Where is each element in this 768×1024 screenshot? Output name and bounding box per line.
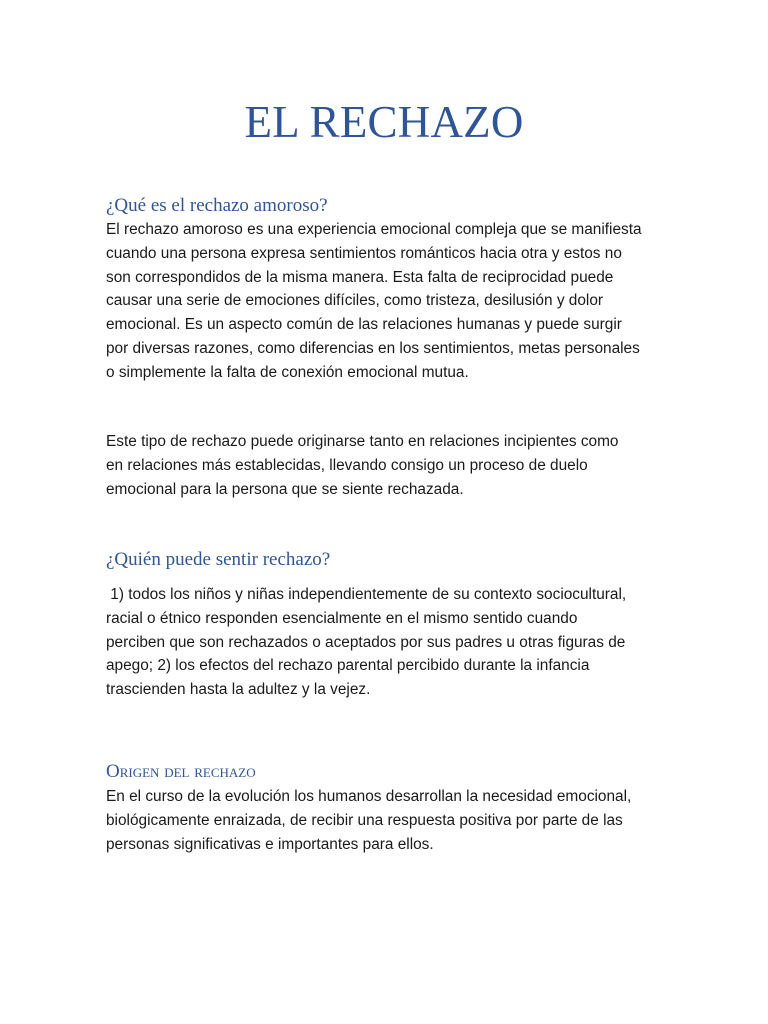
paragraph-line: perciben que son rechazados o aceptados por sus padres u otras figuras de xyxy=(106,633,626,651)
paragraph-line: En el curso de la evolución los humanos desarrollan la necesidad emocional, xyxy=(106,788,632,805)
paragraph-line: emocional para la persona que se siente rechazada. xyxy=(106,480,464,498)
paragraph-line: causar una serie de emociones difíciles, como tristeza, desilusión y dolor xyxy=(106,292,604,310)
section-heading-origen: Origen del rechazo xyxy=(106,761,256,782)
paragraph-line: cuando una persona expresa sentimientos románticos hacia otra y estos no xyxy=(106,244,622,262)
section-heading-que-es: ¿Qué es el rechazo amoroso? xyxy=(106,195,328,216)
paragraph-line: emocional. Es un aspecto común de las relaciones humanas y puede surgir xyxy=(106,316,622,334)
paragraph-definicion xyxy=(106,218,666,385)
paragraph-quien xyxy=(106,583,666,702)
paragraph-line: trascienden hasta la adultez y la vejez. xyxy=(106,681,371,699)
paragraph-origen xyxy=(106,785,666,856)
paragraph-line: o simplemente la falta de conexión emocional mutua. xyxy=(106,363,469,381)
paragraph-line: personas significativas e importantes para ellos. xyxy=(106,835,434,853)
paragraph-line: Este tipo de rechazo puede originarse tanto en relaciones incipientes como xyxy=(106,433,619,450)
paragraph-tipo-rechazo xyxy=(106,430,666,501)
paragraph-line: son correspondidos de la misma manera. Esta falta de reciprocidad puede xyxy=(106,268,614,286)
document-title: EL RECHAZO xyxy=(244,97,524,147)
section-heading-quien: ¿Quién puede sentir rechazo? xyxy=(106,549,331,570)
paragraph-line: El rechazo amoroso es una experiencia emocional compleja que se manifiesta xyxy=(106,221,642,238)
paragraph-line: por diversas razones, como diferencias en los sentimientos, metas personales xyxy=(106,339,640,357)
paragraph-line: racial o étnico responden esencialmente en el mismo sentido cuando xyxy=(106,609,578,627)
paragraph-line: en relaciones más establecidas, llevando consigo un proceso de duelo xyxy=(106,456,588,474)
paragraph-line: 1) todos los niños y niñas independientemente de su contexto sociocultural, xyxy=(106,586,627,603)
paragraph-line: apego; 2) los efectos del rechazo parental percibido durante la infancia xyxy=(106,657,590,675)
paragraph-line: biológicamente enraizada, de recibir una respuesta positiva por parte de las xyxy=(106,811,623,829)
